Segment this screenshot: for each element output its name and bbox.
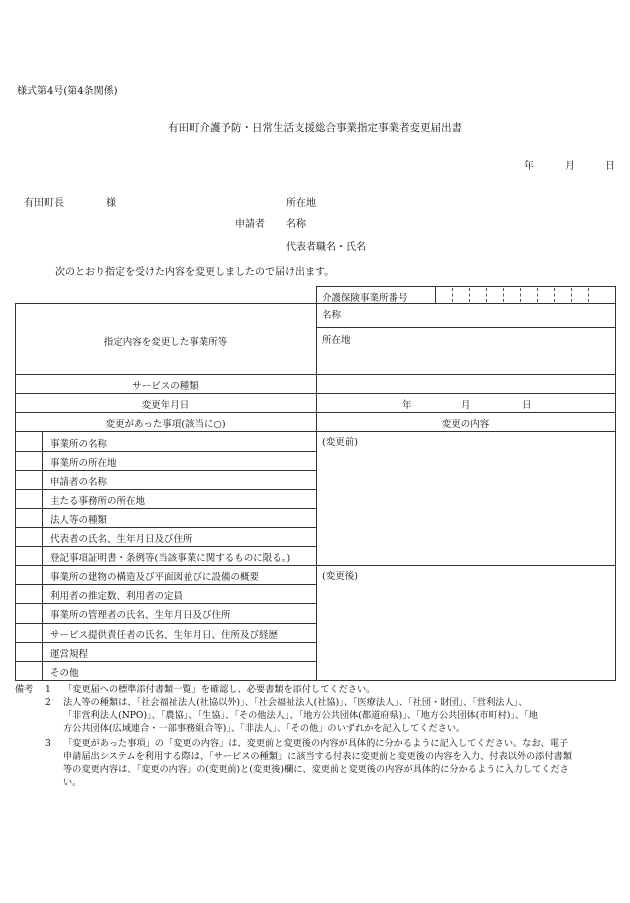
before-label: (変更前) <box>322 437 358 448</box>
list-item: 事業所の名称 <box>50 439 108 450</box>
change-date-year: 年 <box>402 400 412 411</box>
change-date-label: 変更年月日 <box>141 400 190 411</box>
note-number: 3 <box>45 738 51 749</box>
applicant-label: 申請者 <box>235 219 265 230</box>
service-type-label: サービスの種類 <box>132 381 199 392</box>
date-month-label: 月 <box>565 161 575 172</box>
change-date-month: 月 <box>461 400 471 411</box>
note-line: 等の変更内容は、「変更の内容」の(変更前)と(変更後)欄に、変更前と変更後の内容が具体的に分かるように入力してくださ <box>63 764 569 775</box>
note-number: 2 <box>45 697 51 708</box>
applicant-name-label: 名称 <box>286 219 306 230</box>
list-item: 登記事項証明書・条例等(当該事業に関するものに限る。) <box>50 553 291 564</box>
note-line: 「変更があった事項」の「変更の内容」は、変更前と変更後の内容が具体的に分かるように記入してください。なお、電子 <box>63 738 569 749</box>
list-item: 代表者の氏名、生年月日及び住所 <box>50 534 193 545</box>
list-item: 主たる事務所の所在地 <box>50 496 146 507</box>
note-line: 「変更届への標準添付書類一覧」を確認し、必要書類を添付してください。 <box>63 684 376 695</box>
list-item: 利用者の推定数、利用者の定員 <box>50 591 184 602</box>
list-item: 運営規程 <box>50 649 89 660</box>
note-line: い。 <box>63 777 82 788</box>
office-section-label: 指定内容を変更した事業所等 <box>103 337 228 348</box>
changed-items-header: 変更があった事項(該当に○) <box>105 419 226 430</box>
list-item: 事業所の管理者の氏名、生年月日及び住所 <box>50 610 231 621</box>
applicant-rep-label: 代表者職名・氏名 <box>286 242 366 253</box>
change-date-day: 日 <box>522 400 532 411</box>
form-number: 様式第4号(第4条関係) <box>17 86 118 97</box>
list-item: 事業所の建物の構造及び平面図並びに設備の概要 <box>50 572 260 583</box>
addressee-mayor: 有田町長 <box>24 198 64 209</box>
list-item: 事業所の所在地 <box>50 458 117 469</box>
note-line: 「非営利法人(NPO)」、「農協」、「生協」、「その他法人」、「地方公共団体(都道府県)」、「地方公共団体(市町村)」、「地 <box>63 710 538 721</box>
date-day-label: 日 <box>605 161 615 172</box>
list-item: 法人等の種類 <box>50 515 108 526</box>
note-line: 申請届出システムを利用する際は、「サービスの種類」に該当する付表に変更前と変更後の内容を入力、付表以外の添付書類 <box>63 751 572 762</box>
list-item: 申請者の名称 <box>50 477 108 488</box>
addressee-honorific: 様 <box>106 198 116 209</box>
note-line: 法人等の種類は、「社会福祉法人(社協以外)」、「社会福祉法人(社協)」、「医療法人」、「社団・財団」、「営利法人」、 <box>63 697 528 708</box>
page-title: 有田町介護予防・日常生活支援総合事業指定事業者変更届出書 <box>168 122 462 134</box>
list-item: サービス提供責任者の氏名、生年月日、住所及び経歴 <box>50 630 279 641</box>
intro-text: 次のとおり指定を受けた内容を変更しましたので届け出ます。 <box>55 267 335 278</box>
applicant-location-label: 所在地 <box>286 198 316 209</box>
change-contents-header: 変更の内容 <box>441 419 490 430</box>
note-line: 方公共団体(広域連合・一部事務組合等)」、「非法人」、「その他」のいずれかを記入してください。 <box>63 723 466 734</box>
list-item: その他 <box>50 668 79 679</box>
after-label: (変更後) <box>322 571 358 582</box>
notes-label: 備考 <box>15 684 34 695</box>
office-name-label: 名称 <box>322 310 342 321</box>
office-location-label: 所在地 <box>322 335 351 346</box>
office-number-label: 介護保険事業所番号 <box>322 293 408 304</box>
note-number: 1 <box>45 684 51 695</box>
date-year-label: 年 <box>524 161 534 172</box>
